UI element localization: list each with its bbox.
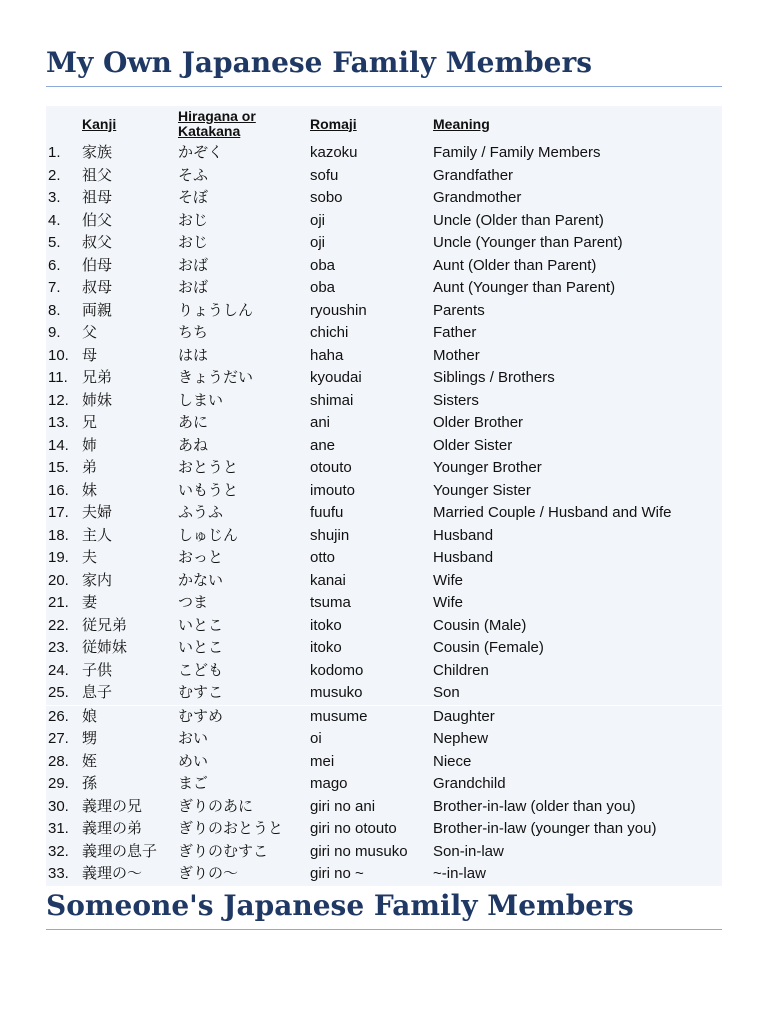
row-number: 8. [48, 301, 61, 319]
romaji-cell: giri no ~ [310, 865, 364, 882]
table-row [46, 412, 722, 435]
kanji-cell: 甥 [82, 730, 98, 747]
romaji-cell: kanai [310, 571, 346, 589]
kanji-cell: 両親 [82, 301, 113, 319]
row-number: 20. [48, 571, 69, 589]
table-header-row [46, 106, 722, 142]
row-number: 16. [48, 481, 69, 499]
kana-cell: はは [178, 346, 209, 364]
romaji-cell: imouto [310, 481, 356, 499]
table-row [46, 435, 722, 458]
row-number: 33. [48, 865, 69, 882]
table-row [46, 637, 722, 660]
table-body [46, 142, 722, 886]
meaning-cell: Sisters [433, 391, 479, 409]
row-number: 25. [48, 684, 69, 701]
meaning-cell: Older Brother [433, 414, 524, 431]
meaning-cell: Niece [433, 752, 472, 770]
romaji-cell: kodomo [310, 661, 364, 679]
table-row [46, 728, 722, 751]
romaji-cell: oba [310, 256, 336, 274]
table-row [46, 751, 722, 774]
kana-cell: きょうだい [178, 369, 254, 386]
row-number: 22. [48, 616, 69, 634]
row-number: 28. [48, 752, 69, 770]
kanji-cell: 父 [82, 324, 98, 341]
table-row [46, 255, 722, 278]
romaji-cell: ryoushin [310, 301, 367, 319]
meaning-cell: Children [433, 661, 489, 679]
kana-cell: まご [178, 775, 209, 792]
romaji-cell: giri no musuko [310, 842, 408, 860]
meaning-cell: Uncle (Older than Parent) [433, 211, 604, 229]
kana-cell: ぎりのむすこ [178, 842, 269, 860]
kanji-cell: 家族 [82, 144, 113, 161]
kanji-cell: 夫 [82, 549, 98, 566]
row-number: 32. [48, 842, 69, 860]
table-row [46, 818, 722, 841]
romaji-cell: chichi [310, 324, 349, 341]
meaning-cell: Daughter [433, 705, 722, 728]
kana-cell: あに [178, 414, 209, 431]
kanji-cell: 家内 [82, 571, 113, 589]
kanji-cell: 母 [82, 346, 98, 364]
romaji-cell: sofu [310, 166, 339, 184]
romaji-cell: oji [310, 211, 326, 229]
meaning-cell: Older Sister [433, 436, 513, 454]
kanji-cell: 兄弟 [82, 369, 113, 386]
row-number: 29. [48, 775, 69, 792]
romaji-cell: kyoudai [310, 369, 362, 386]
meaning-cell: Brother-in-law (older than you) [433, 797, 636, 815]
row-number: 2. [48, 166, 61, 184]
row-number: 30. [48, 797, 69, 815]
kana-cell: おい [178, 730, 209, 747]
row-number: 9. [48, 324, 61, 341]
table-row [46, 502, 722, 525]
meaning-cell: Husband [433, 526, 494, 544]
meaning-cell: Mother [433, 346, 480, 364]
meaning-cell: Aunt (Older than Parent) [433, 256, 597, 274]
kanji-cell: 妹 [82, 481, 98, 499]
kana-cell: おば [178, 279, 209, 296]
row-number: 6. [48, 256, 61, 274]
meaning-cell: Brother-in-law (younger than you) [433, 820, 657, 837]
table-row [46, 142, 722, 165]
kana-cell: あね [178, 436, 209, 454]
romaji-cell: itoko [310, 616, 342, 634]
table-row [46, 480, 722, 503]
meaning-cell: Younger Brother [433, 459, 542, 476]
kanji-cell: 祖母 [82, 189, 113, 206]
kana-cell: つま [178, 594, 209, 611]
meaning-cell: Wife [433, 594, 463, 611]
kanji-cell: 妻 [82, 594, 98, 611]
row-number: 18. [48, 526, 69, 544]
meaning-cell: Siblings / Brothers [433, 369, 555, 386]
kana-cell: かない [178, 571, 224, 589]
meaning-cell: Son-in-law [433, 842, 504, 860]
kana-cell: ちち [178, 324, 209, 341]
romaji-cell: itoko [310, 639, 342, 656]
kanji-cell: 夫婦 [82, 504, 113, 521]
kanji-cell: 従姉妹 [82, 639, 128, 656]
meaning-cell: Cousin (Male) [433, 616, 527, 634]
section-title-own-family: My Own Japanese Family Members [46, 46, 722, 87]
table-row [46, 682, 722, 705]
row-number: 31. [48, 820, 69, 837]
row-number: 12. [48, 391, 69, 409]
romaji-cell: shimai [310, 391, 354, 409]
kana-cell: いとこ [178, 616, 224, 634]
family-members-table [46, 106, 722, 886]
kanji-cell: 主人 [82, 526, 113, 544]
row-number: 5. [48, 234, 61, 251]
kana-cell: そぼ [178, 189, 209, 206]
kanji-cell: 兄 [82, 414, 98, 431]
table-row [46, 525, 722, 548]
row-number: 15. [48, 459, 69, 476]
meaning-cell: Grandchild [433, 775, 506, 792]
kana-cell: そふ [178, 166, 209, 184]
kana-cell: しゅじん [178, 526, 239, 544]
header-kanji: Kanji [82, 115, 117, 132]
row-number: 11. [48, 369, 68, 386]
romaji-cell: mei [310, 752, 335, 770]
kanji-cell: 弟 [82, 459, 98, 476]
kanji-cell: 従兄弟 [82, 616, 128, 634]
family-members-table-wrap [46, 106, 722, 886]
romaji-cell: kazoku [310, 144, 358, 161]
row-number: 21. [48, 594, 69, 611]
meaning-cell: Son [433, 684, 460, 701]
meaning-cell: Husband [433, 549, 494, 566]
meaning-cell: Younger Sister [433, 481, 531, 499]
meaning-cell: Nephew [433, 730, 489, 747]
kana-cell: ぎりのあに [178, 797, 254, 815]
table-row [46, 660, 722, 683]
meaning-cell: ~-in-law [433, 865, 486, 882]
row-number: 24. [48, 661, 69, 679]
row-number: 19. [48, 549, 69, 566]
row-number: 17. [48, 504, 69, 521]
table-row [46, 210, 722, 233]
romaji-cell: mago [310, 775, 348, 792]
table-row [46, 300, 722, 323]
romaji-cell: oji [310, 234, 326, 251]
romaji-cell: musuko [310, 684, 363, 701]
table-row [46, 165, 722, 188]
table-row [46, 547, 722, 570]
kana-cell: おじ [178, 234, 209, 251]
romaji-cell: shujin [310, 526, 350, 544]
table-row [46, 367, 722, 390]
row-number: 4. [48, 211, 61, 229]
romaji-cell: otto [310, 549, 336, 566]
row-number: 10. [48, 346, 69, 364]
row-number: 13. [48, 414, 69, 431]
kana-cell: ぎりの～ [178, 865, 239, 882]
romaji-cell: ani [310, 414, 331, 431]
kana-cell: おとうと [178, 459, 239, 476]
kana-cell: こども [178, 661, 224, 679]
section-title-someones-family: Someone's Japanese Family Members [46, 889, 722, 930]
romaji-cell: tsuma [310, 594, 351, 611]
table-row [46, 705, 722, 728]
romaji-cell: musume [310, 705, 433, 728]
meaning-cell: Cousin (Female) [433, 639, 544, 656]
kana-cell: ふうふ [178, 504, 224, 521]
header-number [46, 106, 82, 142]
romaji-cell: oi [310, 730, 322, 747]
row-number: 23. [48, 639, 69, 656]
romaji-cell: fuufu [310, 504, 344, 521]
kanji-cell: 義理の～ [82, 865, 143, 882]
row-number: 27. [48, 730, 69, 747]
table-row [46, 615, 722, 638]
meaning-cell: Aunt (Younger than Parent) [433, 279, 616, 296]
table-row [46, 390, 722, 413]
meaning-cell: Grandfather [433, 166, 514, 184]
kana-cell: かぞく [178, 144, 224, 161]
header-meaning: Meaning [433, 115, 490, 132]
kanji-cell: 息子 [82, 684, 113, 701]
table-row [46, 841, 722, 864]
romaji-cell: sobo [310, 189, 343, 206]
kanji-cell: 祖父 [82, 166, 113, 184]
kana-cell: おば [178, 256, 209, 274]
kanji-cell: 娘 [82, 705, 178, 728]
kana-cell: しまい [178, 391, 224, 409]
kanji-cell: 義理の弟 [82, 820, 143, 837]
kana-cell: おじ [178, 211, 209, 229]
table-row [46, 277, 722, 300]
table-row [46, 345, 722, 368]
kanji-cell: 伯父 [82, 211, 113, 229]
kanji-cell: 伯母 [82, 256, 113, 274]
row-number: 14. [48, 436, 69, 454]
table-row [46, 863, 722, 886]
romaji-cell: giri no ani [310, 797, 376, 815]
meaning-cell: Parents [433, 301, 485, 319]
kana-cell: むすめ [178, 705, 310, 728]
kanji-cell: 叔母 [82, 279, 113, 296]
row-number: 3. [48, 189, 61, 206]
romaji-cell: giri no otouto [310, 820, 397, 837]
kana-cell: りょうしん [178, 301, 254, 319]
table-row [46, 592, 722, 615]
kana-cell: ぎりのおとうと [178, 820, 284, 837]
kanji-cell: 叔父 [82, 234, 113, 251]
kanji-cell: 姉妹 [82, 391, 113, 409]
meaning-cell: Married Couple / Husband and Wife [433, 504, 672, 521]
header-kana: Hiragana or Katakana [178, 108, 256, 139]
kanji-cell: 義理の兄 [82, 797, 143, 815]
romaji-cell: ane [310, 436, 336, 454]
header-romaji: Romaji [310, 115, 357, 132]
kana-cell: いもうと [178, 481, 239, 499]
kana-cell: むすこ [178, 684, 224, 701]
meaning-cell: Family / Family Members [433, 144, 601, 161]
row-number: 1. [48, 144, 61, 161]
row-number: 26. [46, 705, 82, 728]
kanji-cell: 姉 [82, 436, 98, 454]
romaji-cell: oba [310, 279, 336, 296]
table-row [46, 322, 722, 345]
table-row [46, 796, 722, 819]
table-row [46, 773, 722, 796]
meaning-cell: Grandmother [433, 189, 522, 206]
kanji-cell: 子供 [82, 661, 113, 679]
table-row [46, 187, 722, 210]
romaji-cell: otouto [310, 459, 352, 476]
row-number: 7. [48, 279, 61, 296]
meaning-cell: Wife [433, 571, 463, 589]
kana-cell: いとこ [178, 639, 224, 656]
kanji-cell: 義理の息子 [82, 842, 158, 860]
kanji-cell: 姪 [82, 752, 98, 770]
table-row [46, 570, 722, 593]
kana-cell: めい [178, 752, 209, 770]
romaji-cell: haha [310, 346, 344, 364]
table-row [46, 457, 722, 480]
table-row [46, 232, 722, 255]
meaning-cell: Uncle (Younger than Parent) [433, 234, 623, 251]
kanji-cell: 孫 [82, 775, 98, 792]
meaning-cell: Father [433, 324, 477, 341]
kana-cell: おっと [178, 549, 224, 566]
